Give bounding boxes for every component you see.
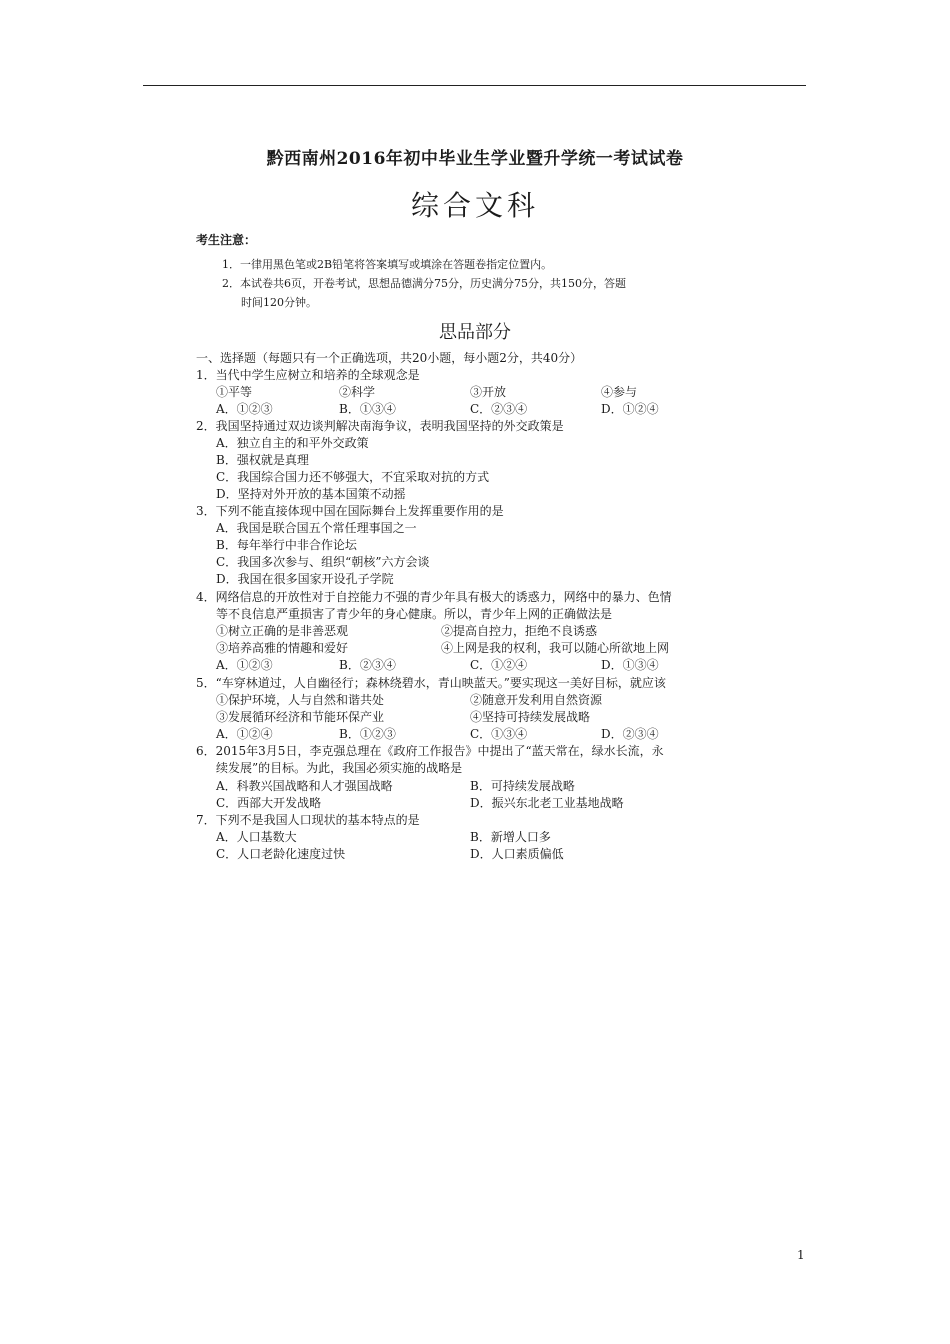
question-stem-cont: 续发展”的目标。为此，我国必须实施的战略是 bbox=[216, 761, 463, 775]
answer-option: B．②③④ bbox=[339, 658, 396, 672]
answer-option: D．①③④ bbox=[601, 658, 659, 672]
answer-option: A．人口基数大 bbox=[216, 830, 297, 844]
header-rule bbox=[143, 85, 806, 86]
answer-option: B．每年举行中非合作论坛 bbox=[216, 538, 357, 552]
question-item: ③开放 bbox=[470, 385, 507, 399]
answer-option: C．①③④ bbox=[470, 727, 528, 741]
exam-title: 黔西南州2016年初中毕业生学业暨升学统一考试试卷 bbox=[266, 149, 684, 169]
question-stem: 3．下列不能直接体现中国在国际舞台上发挥重要作用的是 bbox=[196, 504, 504, 518]
answer-option: D．我国在很多国家开设孔子学院 bbox=[216, 572, 394, 586]
question-item: ②随意开发利用自然资源 bbox=[470, 693, 603, 707]
question-stem: 2．我国坚持通过双边谈判解决南海争议，表明我国坚持的外交政策是 bbox=[196, 419, 564, 433]
answer-option: B．①③④ bbox=[339, 402, 396, 416]
part-heading: 一、选择题（每题只有一个正确选项，共20小题，每小题2分，共40分） bbox=[196, 351, 583, 365]
answer-option: A．①②④ bbox=[216, 727, 273, 741]
question-item: ④上网是我的权利，我可以随心所欲地上网 bbox=[441, 641, 670, 655]
answer-option: C．西部大开发战略 bbox=[216, 796, 322, 810]
question-item: ①保护环境，人与自然和谐共处 bbox=[216, 693, 385, 707]
question-item: ④坚持可持续发展战略 bbox=[470, 710, 591, 724]
answer-option: A．独立自主的和平外交政策 bbox=[216, 436, 369, 450]
answer-option: B．新增人口多 bbox=[470, 830, 551, 844]
answer-option: D．振兴东北老工业基地战略 bbox=[470, 796, 624, 810]
question-item: ②科学 bbox=[339, 385, 376, 399]
question-item: ①平等 bbox=[216, 385, 253, 399]
question-stem: 5．“车穿林道过，人自幽径行；森林绕碧水，青山映蓝天。”要实现这一美好目标，就应该 bbox=[196, 676, 666, 690]
answer-option: C．①②④ bbox=[470, 658, 528, 672]
question-stem: 1．当代中学生应树立和培养的全球观念是 bbox=[196, 368, 420, 382]
answer-option: C．人口老龄化速度过快 bbox=[216, 847, 346, 861]
question-stem-cont: 等不良信息严重损害了青少年的身心健康。所以，青少年上网的正确做法是 bbox=[216, 607, 613, 621]
question-stem: 6．2015年3月5日，李克强总理在《政府工作报告》中提出了“蓝天常在，绿水长流，永 bbox=[196, 744, 664, 758]
notice-item-1: 1．一律用黑色笔或2B铅笔将答案填写或填涂在答题卷指定位置内。 bbox=[222, 258, 553, 271]
answer-option: A．我国是联合国五个常任理事国之一 bbox=[216, 521, 417, 535]
section-title: 思品部分 bbox=[439, 322, 511, 343]
question-stem: 4．网络信息的开放性对于自控能力不强的青少年具有极大的诱惑力，网络中的暴力、色情 bbox=[196, 590, 672, 604]
answer-option: D．②③④ bbox=[601, 727, 659, 741]
question-stem: 7．下列不是我国人口现状的基本特点的是 bbox=[196, 813, 420, 827]
question-item: ②提高自控力，拒绝不良诱惑 bbox=[441, 624, 598, 638]
answer-option: B．①②③ bbox=[339, 727, 396, 741]
answer-option: A．科教兴国战略和人才强国战略 bbox=[216, 779, 393, 793]
answer-option: D．坚持对外开放的基本国策不动摇 bbox=[216, 487, 406, 501]
exam-subject: 综合文科 bbox=[410, 189, 539, 222]
answer-option: B．强权就是真理 bbox=[216, 453, 309, 467]
answer-option: A．①②③ bbox=[216, 658, 273, 672]
page-number: 1 bbox=[797, 1248, 805, 1262]
answer-option: C．我国综合国力还不够强大，不宜采取对抗的方式 bbox=[216, 470, 490, 484]
answer-option: D．①②④ bbox=[601, 402, 659, 416]
answer-option: C．②③④ bbox=[470, 402, 528, 416]
question-item: ③培养高雅的情趣和爱好 bbox=[216, 641, 349, 655]
answer-option: C．我国多次参与、组织“朝核”六方会谈 bbox=[216, 555, 430, 569]
question-item: ③发展循环经济和节能环保产业 bbox=[216, 710, 385, 724]
notice-heading: 考生注意： bbox=[196, 233, 257, 247]
answer-option: D．人口素质偏低 bbox=[470, 847, 564, 861]
notice-item-2: 2．本试卷共6页，开卷考试，思想品德满分75分，历史满分75分，共150分，答题 bbox=[222, 277, 626, 290]
question-item: ④参与 bbox=[601, 385, 638, 399]
notice-item-2-cont: 时间120分钟。 bbox=[241, 296, 317, 309]
answer-option: B．可持续发展战略 bbox=[470, 779, 575, 793]
question-item: ①树立正确的是非善恶观 bbox=[216, 624, 349, 638]
answer-option: A．①②③ bbox=[216, 402, 273, 416]
